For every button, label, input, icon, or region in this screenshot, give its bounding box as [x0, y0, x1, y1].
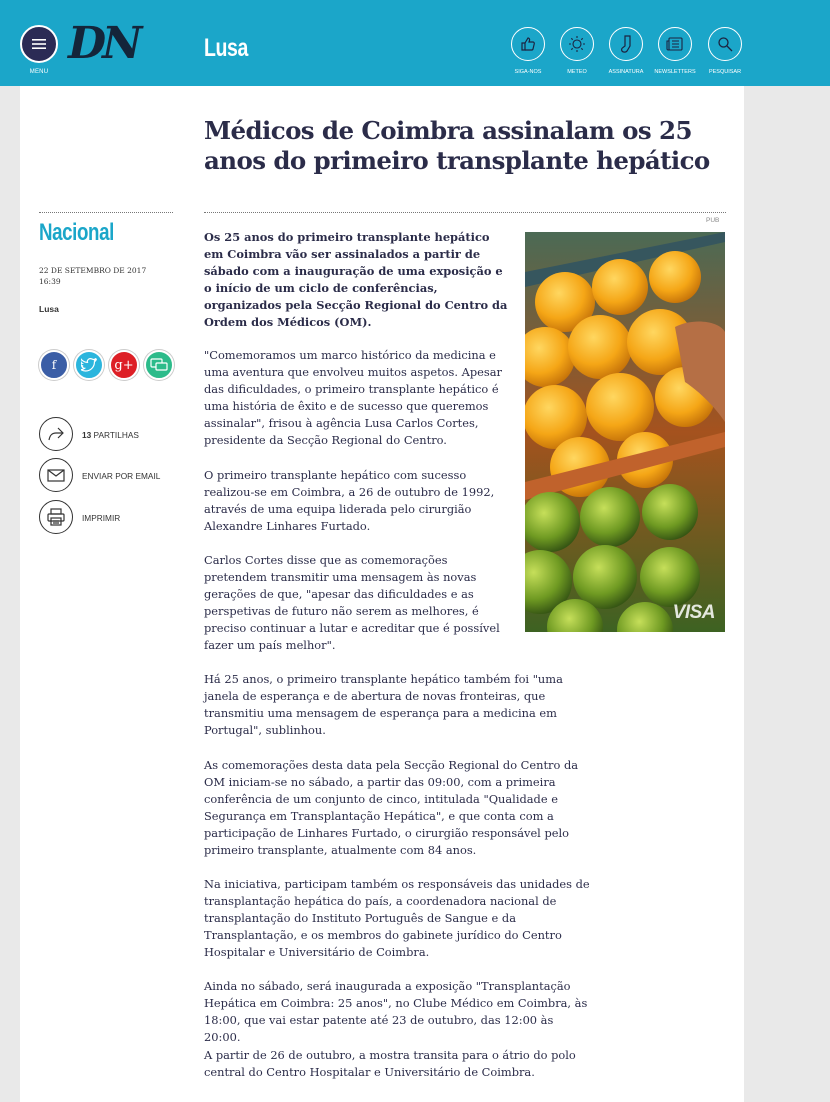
- article-paragraph: O primeiro transplante hepático com sucesso realizou-se em Coimbra, a 26 de outubro de 1992, através de uma equipa liderada pelo cirurgião Alexandre Linhares Furtado.: [204, 468, 495, 533]
- article-paragraph: Na iniciativa, participam também os responsáveis das unidades de transplantação hepática do país, a coordenadora nacional de transplantação do Instituto Português de Sangue e da Transplantação, e os membros do gabinete jurídico do Centro Hospitalar e Universitário de Coimbra.: [204, 877, 590, 959]
- pub-label: PUB: [706, 217, 720, 224]
- article-paragraph: Há 25 anos, o primeiro transplante hepático também foi "uma janela de esperança e de abertura de novas fronteiras, que transmitiu uma mensagem de esperança para a medicina em Portugal", sublinhou.: [204, 672, 563, 737]
- googleplus-share-button[interactable]: [109, 350, 139, 380]
- email-label[interactable]: ENVIAR POR EMAIL: [82, 471, 161, 481]
- sun-icon: [568, 35, 586, 53]
- article-lead: Os 25 anos do primeiro transplante hepático em Coimbra vão ser assinalados a partir de sábado com a inauguração de uma exposição e o início de um ciclo de conferências, organizados pela Secção Regional do Centro da Ordem dos Médicos (OM).: [204, 230, 508, 329]
- publish-date: [39, 265, 146, 287]
- top-navigation-bar: [0, 0, 830, 86]
- newsletters-label: NEWSLETTERS: [654, 69, 696, 75]
- pesquisar-button[interactable]: [708, 27, 742, 61]
- oranges-ad-image: [525, 232, 725, 632]
- pesquisar-label: PESQUISAR: [708, 69, 742, 75]
- siga-nos-label: SIGA-NOS: [514, 69, 542, 75]
- article-paragraph: A partir de 26 de outubro, a mostra transita para o átrio do polo central do Centro Hospitalar e Universitário de Coimbra.: [204, 1048, 576, 1079]
- article-paragraph: "Comemoramos um marco histórico da medicina e uma aventura que envolveu muitos aspetos. Apesar das dificuldades, o primeiro transplante hepático é uma história de êxito e de sucesso que queremos assinalar", frisou à agência Lusa Carlos Cortes, presidente da Secção Regional do Centro.: [204, 348, 502, 447]
- sock-icon: [619, 35, 633, 53]
- twitter-icon: [81, 358, 97, 372]
- dn-logo[interactable]: DN: [68, 18, 139, 69]
- article-divider: [204, 212, 726, 213]
- shares-count: 13: [82, 430, 92, 440]
- chat-icon: [150, 358, 168, 372]
- whatsapp-share-button[interactable]: [144, 350, 174, 380]
- visa-logo: VISA: [672, 602, 715, 623]
- publish-date-text: 22 DE SETEMBRO DE 2017: [39, 266, 147, 275]
- hamburger-icon: [32, 38, 46, 50]
- article-paragraph: As comemorações desta data pela Secção Regional do Centro da OM iniciam-se no sábado, a partir das 09:00, com a primeira conferência de um conjunto de cinco, intitulada "Qualidade e Segurança em Transplantação Hepática", e que conta com a participação de Linhares Furtado, o cirurgião responsável pelo primeiro transplante, atualmente com 84 anos.: [204, 758, 579, 857]
- twitter-share-button[interactable]: [74, 350, 104, 380]
- newspaper-icon: [666, 36, 684, 52]
- print-label[interactable]: IMPRIMIR: [82, 513, 121, 523]
- newsletters-button[interactable]: [658, 27, 692, 61]
- thumbs-up-icon: [520, 36, 536, 52]
- meteo-button[interactable]: [560, 27, 594, 61]
- publish-time: 16:39: [39, 277, 61, 286]
- meteo-label: METEO: [567, 69, 587, 75]
- category-link[interactable]: Nacional: [39, 219, 114, 246]
- share-button[interactable]: [39, 417, 73, 451]
- share-arrow-icon: [48, 427, 64, 441]
- siga-nos-button[interactable]: [511, 27, 545, 61]
- article-paragraph: Carlos Cortes disse que as comemorações pretendem transmitir uma mensagem às novas gerações de que, "apesar das dificuldades e as perspetivas de futuro não serem as melhores, é preciso continuar a lutar e acreditar que é possível fazer um país melhor".: [204, 553, 500, 652]
- article-title: Médicos de Coimbra assinalam os 25 anos do primeiro transplante hepático: [204, 116, 710, 175]
- print-button[interactable]: [39, 500, 73, 534]
- article-author: Lusa: [39, 304, 59, 314]
- assinatura-button[interactable]: [609, 27, 643, 61]
- sidebar-divider: [39, 212, 173, 213]
- envelope-icon: [47, 469, 65, 482]
- googleplus-icon: g+: [114, 357, 134, 373]
- printer-icon: [47, 508, 65, 526]
- facebook-share-button[interactable]: [39, 350, 69, 380]
- facebook-icon: f: [51, 358, 57, 372]
- visa-ad[interactable]: [525, 232, 725, 632]
- assinatura-label: ASSINATURA: [608, 69, 644, 75]
- shares-count-label: [82, 430, 139, 440]
- shares-text: PARTILHAS: [93, 430, 139, 440]
- article-paragraph: Ainda no sábado, será inaugurada a exposição "Transplantação Hepática em Coimbra: 25 anos", no Clube Médico em Coimbra, às 18:00, que vai estar patente até 23 de outubro, das 12:00 às 20:00.: [204, 979, 588, 1044]
- section-title[interactable]: Lusa: [204, 34, 248, 62]
- search-icon: [717, 36, 733, 52]
- menu-label: MENU: [29, 69, 49, 75]
- menu-button[interactable]: [20, 25, 58, 63]
- email-button[interactable]: [39, 458, 73, 492]
